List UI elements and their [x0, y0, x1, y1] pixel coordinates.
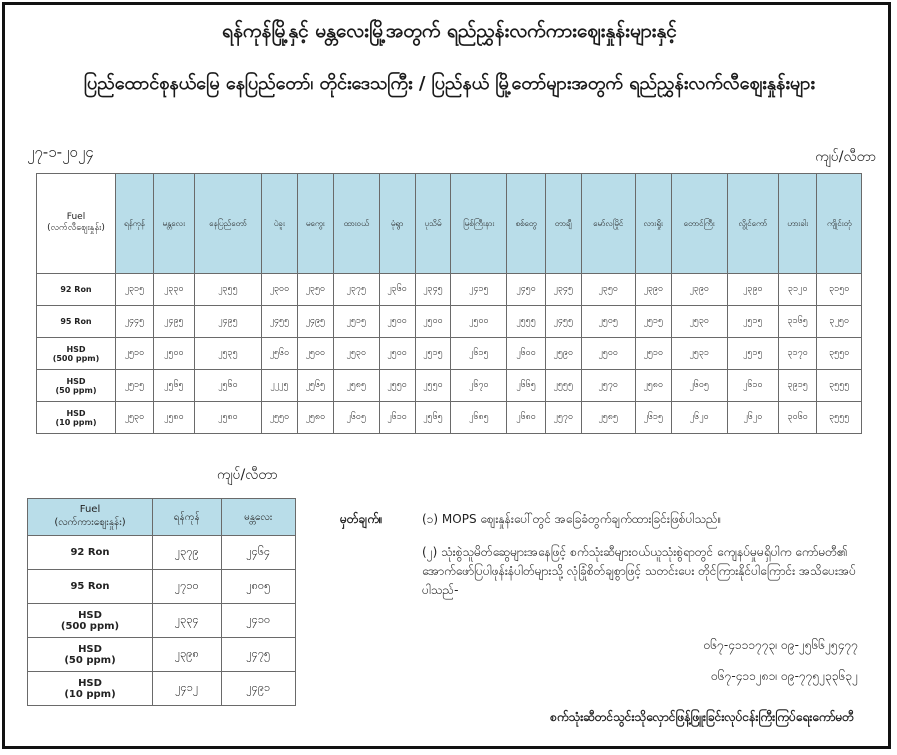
retail-price-table: [36, 173, 862, 434]
document-frame: [2, 2, 891, 749]
price-cell: ၂၃၅၀: [581, 274, 635, 306]
price-cell: ၂၅၀၀: [415, 306, 451, 338]
city-column-header: နေပြည်တော်: [194, 174, 261, 274]
table-row: [37, 274, 862, 306]
price-cell: ၂၄၄၅: [116, 306, 154, 338]
price-cell: ၂၅၁၅: [415, 338, 451, 370]
price-cell: ၂၅၈၀: [153, 402, 194, 434]
city-column-header: ကျိုင်းတုံ: [817, 174, 862, 274]
price-cell: ၂၃၆၀: [379, 274, 415, 306]
retail-unit-label: ကျပ်/လီတာ: [815, 149, 876, 165]
note-2: (၂) သုံးစွဲသူမိတ်ဆွေများအနေဖြင့် စက်သုံးဆီများဝယ်ယူသုံးစွဲရာတွင် ကျေနပ်မှုမရှိပါက ကော်မတီ၏ အောက်ဖော်ပြပါဖုန်းနံပါတ်များသို့ လုံခြုံစိတ်ချစွာဖြင့် သတင်းပေး တိုင်ကြားနိုင်ပါကြောင်း အသိပေးအပ်ပါသည်-: [422, 545, 856, 597]
price-cell: ၂၃၃၄: [153, 604, 222, 638]
price-cell: ၂၅၃၀: [333, 338, 379, 370]
price-cell: ၃၁၂၀: [779, 274, 817, 306]
city-column-header: ရန်ကုန်: [153, 499, 222, 536]
price-cell: ၂၅၅၅: [507, 306, 546, 338]
price-cell: ၂၄၁၅: [451, 274, 507, 306]
price-cell: ၂၂၂၅: [261, 370, 297, 402]
price-cell: ၂၆၁၅: [451, 338, 507, 370]
price-cell: ၂၅၀၀: [581, 338, 635, 370]
price-cell: ၂၅၉၀: [545, 338, 581, 370]
price-cell: ၂၅၀၀: [379, 338, 415, 370]
price-cell: ၂၆၇၀: [451, 370, 507, 402]
price-cell: ၂၅၆၅: [415, 402, 451, 434]
city-column-header: မန္တလေး: [153, 174, 194, 274]
city-column-header: မော်လမြိုင်: [581, 174, 635, 274]
price-cell: ၂၅၈၀: [297, 402, 333, 434]
price-cell: ၂၅၁၀: [635, 338, 671, 370]
price-cell: ၂၅၇၀: [581, 370, 635, 402]
price-cell: ၂၅၁၀: [116, 338, 154, 370]
price-cell: ၂၆၂၀: [671, 402, 727, 434]
city-column-header: မကွေး: [297, 174, 333, 274]
price-cell: ၂၅၀၀: [379, 306, 415, 338]
price-cell: ၂၄၁၀: [221, 604, 296, 638]
price-cell: ၂၅၃၅: [194, 338, 261, 370]
price-cell: ၃၉၁၅: [779, 370, 817, 402]
price-cell: ၂၃၉၀: [727, 274, 778, 306]
city-column-header: မုံရွာ: [379, 174, 415, 274]
price-cell: ၂၅၈၅: [333, 370, 379, 402]
price-cell: ၃၅၅၅: [817, 370, 862, 402]
price-cell: ၂၆၁၀: [727, 370, 778, 402]
table-row: [28, 570, 296, 604]
price-cell: ၂၅၅၀: [415, 370, 451, 402]
city-column-header: ပုသိမ်: [415, 174, 451, 274]
fuel-column-header: Fuel (လက်ကားဈေးနှုန်း): [28, 499, 153, 536]
table-row: [28, 536, 296, 570]
fuel-type-cell: HSD (500 ppm): [37, 338, 116, 370]
price-cell: ၂၆၀၅: [671, 370, 727, 402]
price-cell: ၂၄၉၁: [221, 672, 296, 706]
price-cell: ၂၅၈၀: [635, 370, 671, 402]
price-cell: ၂၅၀၅: [581, 306, 635, 338]
city-column-header: ရန်ကုန်: [116, 174, 154, 274]
price-cell: ၂၅၆၅: [153, 370, 194, 402]
title-line-1: ရန်ကုန်မြို့နှင့် မန္တလေးမြို့အတွက် ရည်ညွှန်းလက်ကားဈေးနှုန်းများနှင့်: [222, 20, 677, 42]
committee-signature: စက်သုံးဆီတင်သွင်းသိုလှောင်ဖြန့်ဖြူးခြင်းလုပ်ငန်းကြီးကြပ်ရေးကော်မတီ: [550, 710, 854, 724]
note-1: (၁) MOPS ဈေးနှုန်းပေါ်တွင် အခြေခံတွက်ချက်ထားခြင်းဖြစ်ပါသည်။: [422, 512, 722, 526]
price-cell: ၂၄၉၅: [194, 306, 261, 338]
price-cell: ၂၅၁၅: [635, 306, 671, 338]
price-cell: ၂၈၀၅: [221, 570, 296, 604]
price-cell: ၂၄၉၅: [153, 306, 194, 338]
city-column-header: ထားဝယ်: [333, 174, 379, 274]
table-row: [37, 370, 862, 402]
price-cell: ၂၅၃၀: [116, 402, 154, 434]
fuel-type-cell: 95 Ron: [37, 306, 116, 338]
price-cell: ၂၅၀၀: [451, 306, 507, 338]
fuel-type-cell: HSD (10 ppm): [37, 402, 116, 434]
price-cell: ၂၅၆၀: [194, 370, 261, 402]
wholesale-unit-label: ကျပ်/လီတာ: [217, 467, 278, 483]
price-cell: ၂၆၀၅: [333, 402, 379, 434]
price-cell: ၂၄၉၅: [297, 306, 333, 338]
city-column-header: စစ်တွေ: [507, 174, 546, 274]
wholesale-header-row: [28, 499, 296, 536]
price-cell: ၂၃၇၅: [333, 274, 379, 306]
price-cell: ၂၄၅၀: [507, 274, 546, 306]
price-cell: ၂၃၅၀: [297, 274, 333, 306]
price-cell: ၂၄၅၅: [261, 306, 297, 338]
fuel-column-header: Fuel (လက်လီဈေးနှုန်း): [37, 174, 116, 274]
price-cell: ၂၆၈၀: [507, 402, 546, 434]
price-cell: ၂၃၄၅: [545, 274, 581, 306]
price-cell: ၂၅၈၅: [581, 402, 635, 434]
price-cell: ၂၅၅၀: [261, 402, 297, 434]
table-row: [28, 672, 296, 706]
date-label: ၂၇-၁-၂၀၂၄: [27, 143, 94, 161]
price-cell: ၂၄၇၅: [221, 638, 296, 672]
city-column-header: လွိုင်ကော်: [727, 174, 778, 274]
price-cell: ၂၅၅၀: [379, 370, 415, 402]
price-cell: ၂၄၁၂: [153, 672, 222, 706]
price-cell: ၂၃၅၅: [194, 274, 261, 306]
price-cell: ၂၆၈၅: [451, 402, 507, 434]
price-cell: ၂၃၃၀: [153, 274, 194, 306]
retail-header-row: [37, 174, 862, 274]
price-cell: ၂၅၁၅: [333, 306, 379, 338]
price-cell: ၂၅၁၅: [727, 338, 778, 370]
price-cell: ၂၃၉၀: [635, 274, 671, 306]
price-cell: ၂၅၀၀: [297, 338, 333, 370]
price-cell: ၂၆၁၅: [635, 402, 671, 434]
fuel-type-cell: 92 Ron: [37, 274, 116, 306]
price-cell: ၂၅၁၅: [727, 306, 778, 338]
price-cell: ၃၀၆၀: [779, 402, 817, 434]
price-cell: ၃၅၅၅: [817, 402, 862, 434]
price-cell: ၃၁၇၀: [779, 338, 817, 370]
table-row: [28, 604, 296, 638]
price-cell: ၂၆၁၀: [379, 402, 415, 434]
fuel-type-cell: HSD (10 ppm): [28, 672, 153, 706]
city-column-header: တာချီ: [545, 174, 581, 274]
wholesale-price-table: [27, 498, 296, 706]
table-row: [28, 638, 296, 672]
price-cell: ၃၁၆၅: [779, 306, 817, 338]
city-column-header: ဟားခါး: [779, 174, 817, 274]
fuel-type-cell: HSD (50 ppm): [28, 638, 153, 672]
table-row: [37, 306, 862, 338]
price-cell: ၂၅၈၀: [194, 402, 261, 434]
price-cell: ၂၃၀၀: [261, 274, 297, 306]
city-column-header: ပဲခူး: [261, 174, 297, 274]
city-column-header: တောင်ကြီး: [671, 174, 727, 274]
price-cell: ၂၃၄၅: [415, 274, 451, 306]
fuel-type-cell: 92 Ron: [28, 536, 153, 570]
price-cell: ၃၅၅၀: [817, 338, 862, 370]
city-column-header: လားရှိုး: [635, 174, 671, 274]
price-cell: ၂၃၉၀: [671, 274, 727, 306]
price-cell: ၂၆၀၀: [507, 338, 546, 370]
price-cell: ၂၆၆၅: [507, 370, 546, 402]
price-cell: ၂၃၁၅: [116, 274, 154, 306]
price-cell: ၂၅၀၀: [153, 338, 194, 370]
fuel-type-cell: HSD (500 ppm): [28, 604, 153, 638]
price-cell: ၂၅၃၀: [671, 306, 727, 338]
price-cell: ၂၃၉၈: [153, 638, 222, 672]
price-cell: ၂၆၂၀: [727, 402, 778, 434]
price-cell: ၂၅၁၅: [116, 370, 154, 402]
table-row: [37, 338, 862, 370]
price-cell: ၂၃၇၉: [153, 536, 222, 570]
price-cell: ၂၅၇၀: [545, 402, 581, 434]
price-cell: ၂၇၁၀: [153, 570, 222, 604]
city-column-header: မန္တလေး: [221, 499, 296, 536]
price-cell: ၂၅၅၅: [545, 370, 581, 402]
fuel-type-cell: 95 Ron: [28, 570, 153, 604]
price-cell: ၂၄၅၅: [545, 306, 581, 338]
table-row: [37, 402, 862, 434]
notes-label: မှတ်ချက်။: [340, 512, 383, 526]
phone-line-2: ၀၆၇-၄၁၁၂၈၁၊ ၀၉-၇၇၅၂၃၃၆၃၂: [711, 669, 858, 683]
title-line-2: ပြည်ထောင်စုနယ်မြေ နေပြည်တော်၊ တိုင်းဒေသကြီး / ပြည်နယ် မြို့တော်များအတွက် ရည်ညွှန်းလက်လီဈေးနှုန်းများ: [84, 73, 815, 94]
price-cell: ၂၅၃၁: [671, 338, 727, 370]
price-cell: ၂၄၆၄: [221, 536, 296, 570]
price-cell: ၂၅၆၅: [297, 370, 333, 402]
fuel-type-cell: HSD (50 ppm): [37, 370, 116, 402]
price-cell: ၃၂၅၀: [817, 306, 862, 338]
price-cell: ၃၁၅၀: [817, 274, 862, 306]
phone-line-1: ၀၆၇-၄၁၁၁၇၇၃၊ ၀၉-၂၅၆၆၂၅၄၇၇: [703, 638, 858, 652]
price-cell: ၂၅၆၀: [261, 338, 297, 370]
city-column-header: မြစ်ကြီးနား: [451, 174, 507, 274]
